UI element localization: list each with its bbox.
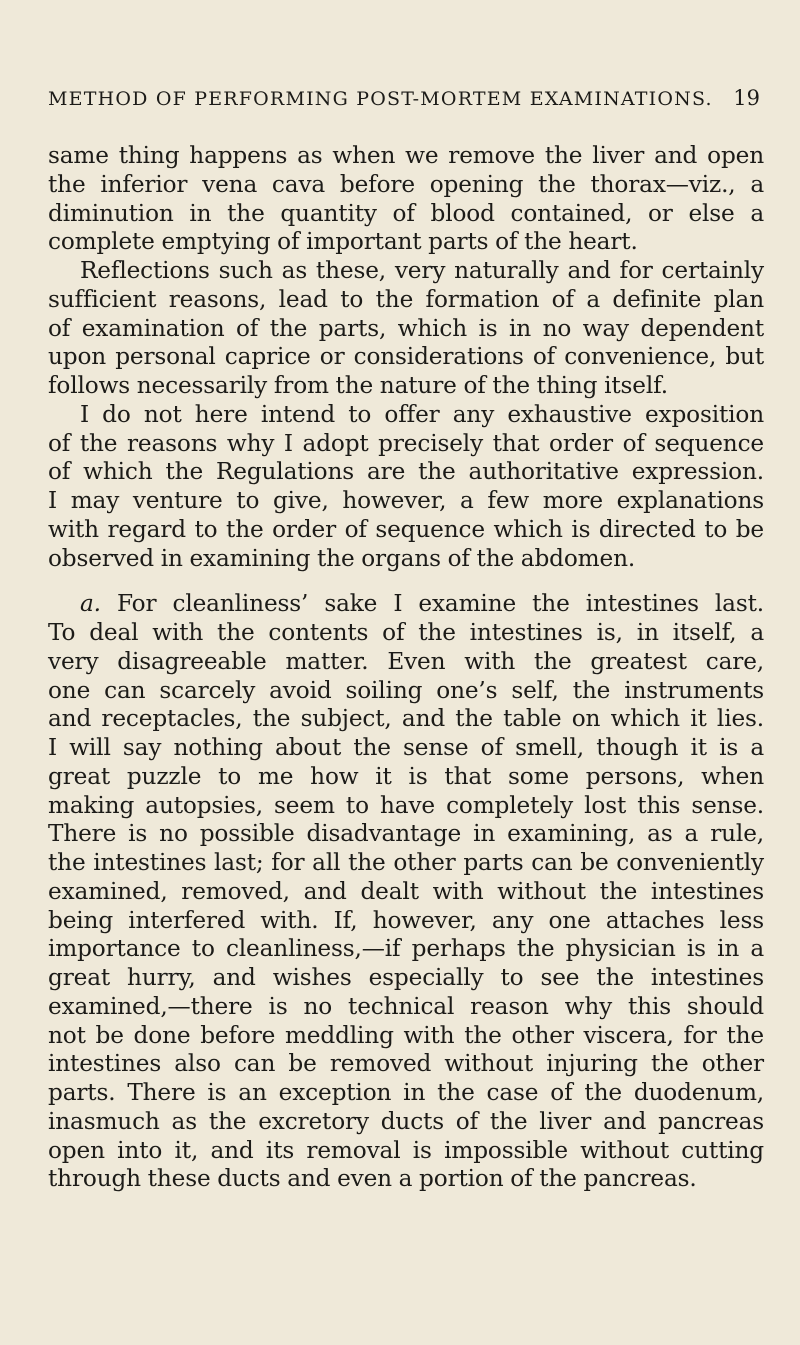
- text-line: being interfered with. If, however, any one attaches less: [48, 906, 764, 934]
- text-line: same thing happens as when we remove the liver and open: [48, 142, 764, 169]
- text-line: inasmuch as the excretory ducts of the liver and pancreas: [48, 1107, 764, 1135]
- text-line: the intestines last; for all the other parts can be conveniently: [48, 849, 764, 876]
- text-line: open into it, and its removal is impossible without cutting: [48, 1136, 764, 1164]
- text-line: sufficient reasons, lead to the formation of a definite plan: [48, 285, 764, 313]
- text-line: great hurry, and wishes especially to see the intestines: [48, 964, 764, 991]
- section-letter: a.: [80, 590, 101, 618]
- text-line: great puzzle to me how it is that some persons, when: [48, 762, 764, 790]
- paragraph-spacer: [48, 573, 764, 590]
- text-line-first: [48, 590, 764, 619]
- first-line-text: For cleanliness’ sake I examine the intestines last.: [100, 590, 764, 618]
- running-head: [48, 86, 760, 118]
- text-line: parts. There is an exception in the case of the duodenum,: [48, 1079, 764, 1106]
- text-line: I do not here intend to offer any exhaustive exposition: [80, 400, 764, 428]
- text-line: not be done before meddling with the other viscera, for the: [48, 1021, 764, 1049]
- text-line: upon personal caprice or considerations of convenience, but: [48, 343, 764, 371]
- paragraph-3: [48, 590, 764, 1194]
- text-line: importance to cleanliness,—if perhaps the physician is in a: [48, 935, 764, 963]
- text-line: with regard to the order of sequence which is directed to be: [48, 515, 764, 543]
- paragraph-2: [48, 401, 764, 574]
- paragraph-1: [48, 142, 764, 401]
- text-line: follows necessarily from the nature of the thing itself.: [48, 372, 668, 399]
- page-number: 19: [733, 86, 760, 110]
- text-line: I will say nothing about the sense of smell, though it is a: [48, 734, 764, 761]
- text-line: intestines also can be removed without injuring the other: [48, 1050, 764, 1078]
- text-line: and receptacles, the subject, and the table on which it lies.: [48, 705, 764, 733]
- text-line: complete emptying of important parts of the heart.: [48, 228, 638, 256]
- text-line: of examination of the parts, which is in no way dependent: [48, 314, 764, 342]
- text-line: I may venture to give, however, a few more explanations: [48, 487, 764, 514]
- text-line: making autopsies, seem to have completely lost this sense.: [48, 791, 764, 819]
- text-line: of the reasons why I adopt precisely that order of sequence: [48, 429, 764, 457]
- text-line: the inferior vena cava before opening the thorax—viz., a: [48, 170, 764, 198]
- text-line: diminution in the quantity of blood contained, or else a: [48, 199, 764, 227]
- text-line: examined,—there is no technical reason why this should: [48, 992, 764, 1020]
- text-line: one can scarcely avoid soiling one’s self, the instruments: [48, 676, 764, 704]
- text-line: Reflections such as these, very naturally and for certainly: [80, 257, 764, 284]
- text-line: examined, removed, and dealt with without the intestines: [48, 877, 764, 905]
- text-line: To deal with the contents of the intestines is, in itself, a: [48, 619, 764, 646]
- text-line: of which the Regulations are the authoritative expression.: [48, 458, 764, 486]
- running-title: METHOD OF PERFORMING POST-MORTEM EXAMINATIONS.: [48, 88, 713, 110]
- text-line: observed in examining the organs of the abdomen.: [48, 544, 636, 572]
- text-line: very disagreeable matter. Even with the greatest care,: [48, 647, 764, 675]
- text-line: There is no possible disadvantage in examining, as a rule,: [48, 820, 764, 848]
- text-line: through these ducts and even a portion of the pancreas.: [48, 1165, 697, 1193]
- body-text: [48, 142, 764, 1194]
